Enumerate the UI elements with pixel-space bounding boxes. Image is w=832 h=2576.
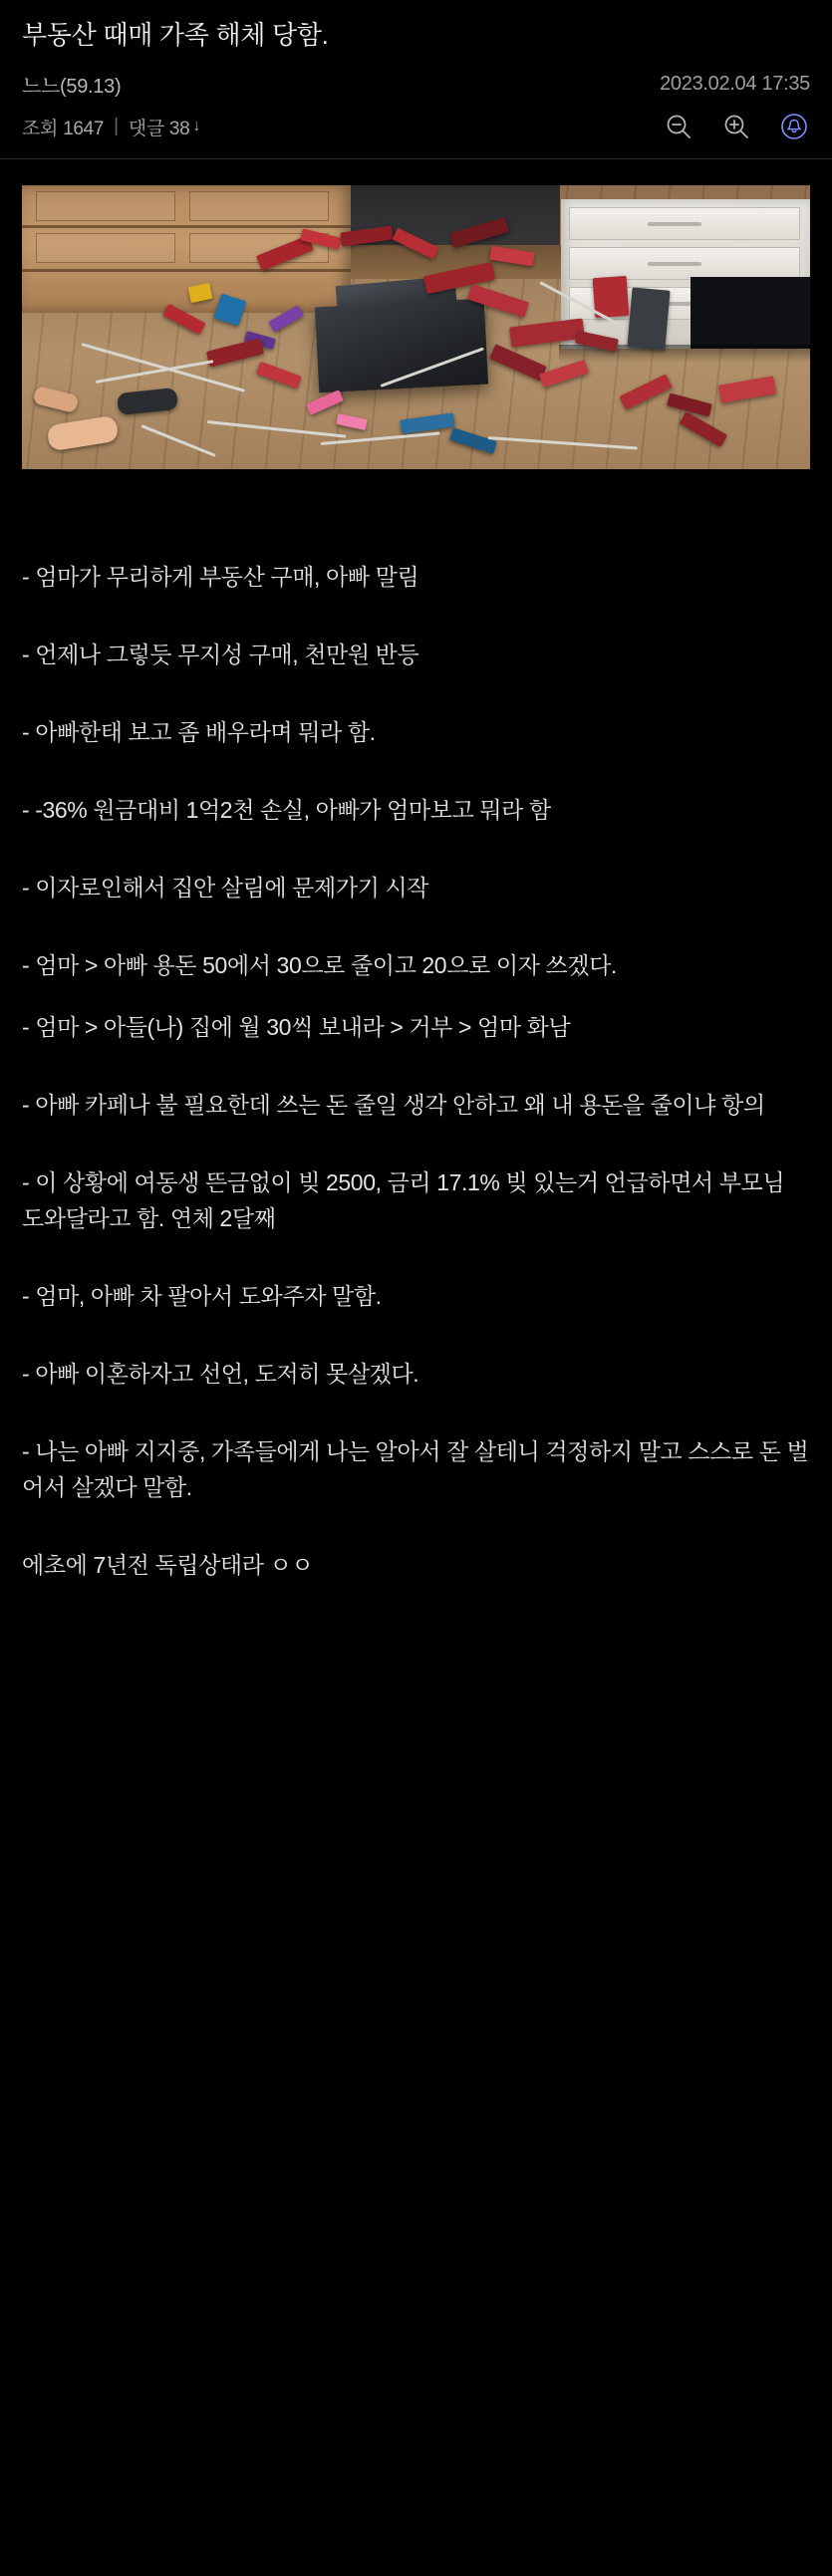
post-image[interactable] xyxy=(22,185,810,469)
post-timestamp: 2023.02.04 17:35 xyxy=(660,73,810,95)
post-stats-row xyxy=(22,109,810,158)
post-paragraph: - -36% 원금대비 1억2천 손실, 아빠가 엄마보고 뭐라 함 xyxy=(22,797,551,823)
post-paragraph: - 엄마 > 아빠 용돈 50에서 30으로 줄이고 20으로 이자 쓰겠다. xyxy=(22,952,617,978)
zoom-in-icon[interactable] xyxy=(720,111,752,142)
post-paragraph: - 엄마, 아빠 차 팔아서 도와주자 말함. xyxy=(22,1283,382,1309)
post-body xyxy=(0,469,832,1623)
post-paragraph: - 언제나 그렇듯 무지성 구매, 천만원 반등 xyxy=(22,642,419,667)
post-paragraph: - 이자로인해서 집안 살림에 문제가기 시작 xyxy=(22,875,429,901)
post-paragraph: - 엄마 > 아들(나) 집에 월 30씩 보내라 > 거부 > 엄마 화남 xyxy=(22,1014,571,1040)
post-paragraph: 에초에 7년전 독립상태라 ㅇㅇ xyxy=(22,1552,314,1578)
zoom-out-icon[interactable] xyxy=(663,111,694,142)
stats-divider: | xyxy=(114,116,119,136)
header-divider xyxy=(0,158,832,159)
post-meta xyxy=(22,66,810,109)
view-count: 조회 1647 xyxy=(22,118,105,139)
post-paragraph: - 아빠 이혼하자고 선언, 도저히 못살겠다. xyxy=(22,1361,419,1387)
post-paragraph: - 엄마가 무리하게 부동산 구매, 아빠 말림 xyxy=(22,564,419,590)
page-title: 부동산 때매 가족 해체 당함. xyxy=(22,20,329,50)
debris-part xyxy=(627,287,670,350)
post-paragraph: - 아빠한태 보고 좀 배우라며 뭐라 함. xyxy=(22,719,376,745)
header-actions xyxy=(663,111,810,142)
photo-scene xyxy=(22,185,810,469)
comment-count[interactable]: 댓글 38 xyxy=(128,118,190,139)
dark-gap xyxy=(691,277,810,349)
post-paragraph: - 이 상황에 여동생 뜬금없이 빚 2500, 금리 17.1% 빚 있는거 언급하면서 부모님 도와달라고 함. 연체 2달째 xyxy=(22,1169,791,1231)
post-paragraph: - 아빠 카페나 불 필요한데 쓰는 돈 줄일 생각 안하고 왜 내 용돈을 줄이냐 항의 xyxy=(22,1092,765,1118)
post-header xyxy=(0,0,832,158)
bell-icon[interactable] xyxy=(778,111,810,142)
post-paragraph: - 나는 아빠 지지중, 가족들에게 나는 알아서 잘 살테니 걱정하지 말고 스스로 돈 벌어서 살겠다 말함. xyxy=(22,1438,809,1500)
chevron-down-icon[interactable]: ↓ xyxy=(192,118,201,134)
author-name[interactable]: 느느(59.13) xyxy=(22,76,122,98)
post-stats xyxy=(22,114,200,140)
